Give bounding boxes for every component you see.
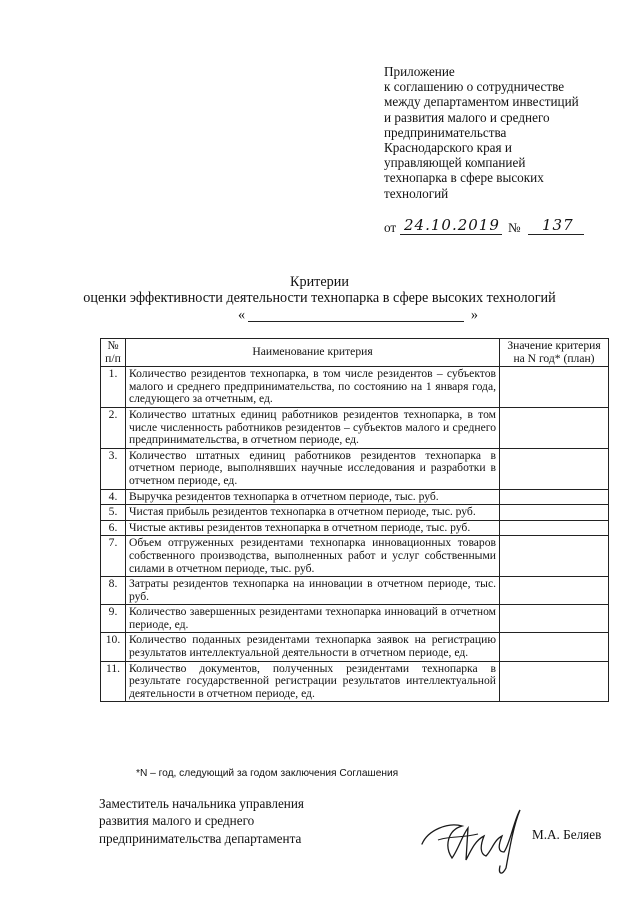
header-num-line: п/п	[105, 351, 121, 365]
table-row	[101, 577, 609, 605]
row-criterion: Количество резидентов технопарка, в том числе резидентов – субъектов малого и среднего предпринимательства, по состоянию на 1 января года, следующего за отчетным, ед.	[126, 367, 500, 408]
from-label: от	[384, 220, 397, 235]
header-value	[500, 339, 609, 367]
appendix-line: технологий	[384, 185, 449, 201]
row-criterion: Объем отгруженных резидентами технопарка инновационных товаров собственного производства, выполненных работ и услуг собственными силами в отчетном периоде, тыс. руб.	[126, 536, 500, 577]
signatory-name: М.А. Беляев	[532, 827, 602, 842]
row-number: 3.	[101, 448, 126, 489]
row-value	[500, 520, 609, 536]
appendix-line: между департаментом инвестиций	[384, 94, 579, 110]
criteria-table	[100, 338, 609, 702]
header-value-line: на N год* (план)	[513, 351, 595, 365]
table-row	[101, 633, 609, 661]
row-value	[500, 448, 609, 489]
row-number: 9.	[101, 605, 126, 633]
table-row	[101, 536, 609, 577]
row-number: 2.	[101, 407, 126, 448]
row-number: 10.	[101, 633, 126, 661]
row-criterion: Количество поданных резидентами технопарка заявок на регистрацию результатов интеллектуальной деятельности в отчетном периоде, ед.	[126, 633, 500, 661]
appendix-line: Приложение	[384, 64, 455, 79]
appendix-line: предпринимательства	[384, 124, 507, 140]
header-num-line: №	[107, 339, 119, 352]
appendix-header	[384, 64, 634, 201]
row-criterion: Количество документов, полученных резидентами технопарка в результате государственной регистрации результатов интеллектуальной деятельности в отчетном периоде, ед.	[126, 661, 500, 702]
row-criterion: Количество завершенных резидентами технопарка инноваций в отчетном периоде, ед.	[126, 605, 500, 633]
row-criterion: Количество штатных единиц работников резидентов технопарка, в том числе численность работников резидентов – субъектов малого и среднего предпринимательства, в отчетном периоде, ед.	[126, 407, 500, 448]
table-row	[101, 520, 609, 536]
handwritten-signature	[418, 800, 528, 880]
document-title: Критерии	[290, 274, 349, 290]
row-value	[500, 407, 609, 448]
header-name: Наименование критерия	[126, 339, 500, 367]
header-num	[101, 339, 126, 367]
document-subtitle: оценки эффективности деятельности технопарка в сфере высоких технологий	[83, 290, 556, 306]
row-value	[500, 505, 609, 521]
row-value	[500, 577, 609, 605]
date-underline	[400, 234, 502, 235]
quote-close: »	[470, 307, 478, 323]
row-value	[500, 367, 609, 408]
handwritten-number: 137	[542, 216, 574, 234]
table-row	[101, 367, 609, 408]
row-value	[500, 536, 609, 577]
position-line: развития малого и среднего	[99, 813, 255, 829]
row-value	[500, 605, 609, 633]
signatory-position	[99, 795, 304, 847]
row-value	[500, 633, 609, 661]
appendix-line: Краснодарского края и	[384, 140, 512, 156]
table-row	[101, 505, 609, 521]
quote-open: «	[238, 307, 246, 323]
row-criterion: Чистая прибыль резидентов технопарка в отчетном периоде, тыс. руб.	[126, 505, 500, 521]
row-criterion: Выручка резидентов технопарка в отчетном периоде, тыс. руб.	[126, 489, 500, 505]
row-number: 1.	[101, 367, 126, 408]
number-label: №	[508, 220, 521, 235]
row-criterion: Чистые активы резидентов технопарка в отчетном периоде, тыс. руб.	[126, 520, 500, 536]
row-value	[500, 489, 609, 505]
row-number: 11.	[101, 661, 126, 702]
row-criterion: Количество штатных единиц работников резидентов технопарка в отчетном периоде, выполнявших научные исследования и разработки в отчетном периоде, ед.	[126, 448, 500, 489]
table-footnote: *N – год, следующий за годом заключения Соглашения	[136, 768, 399, 779]
table-header-row	[101, 339, 609, 367]
row-criterion: Затраты резидентов технопарка на инновации в отчетном периоде, тыс. руб.	[126, 577, 500, 605]
header-value-line: Значение критерия	[507, 339, 601, 352]
appendix-line: управляющей компанией	[384, 155, 526, 171]
handwritten-date: 24.10.2019	[404, 216, 500, 234]
table-row	[101, 605, 609, 633]
row-number: 8.	[101, 577, 126, 605]
appendix-line: технопарка в сфере высоких	[384, 170, 544, 186]
row-number: 6.	[101, 520, 126, 536]
appendix-line: к соглашению о сотрудничестве	[384, 79, 565, 95]
table-row	[101, 489, 609, 505]
position-line: предпринимательства департамента	[99, 830, 302, 846]
blank-name-field	[238, 307, 478, 325]
blank-underline	[248, 321, 464, 322]
number-underline	[528, 234, 584, 235]
table-row	[101, 407, 609, 448]
appendix-line: и развития малого и среднего	[384, 109, 550, 125]
table-row	[101, 448, 609, 489]
position-line: Заместитель начальника управления	[99, 796, 304, 811]
row-number: 5.	[101, 505, 126, 521]
table-row	[101, 661, 609, 702]
row-number: 4.	[101, 489, 126, 505]
document-reference	[384, 216, 634, 236]
row-number: 7.	[101, 536, 126, 577]
row-value	[500, 661, 609, 702]
